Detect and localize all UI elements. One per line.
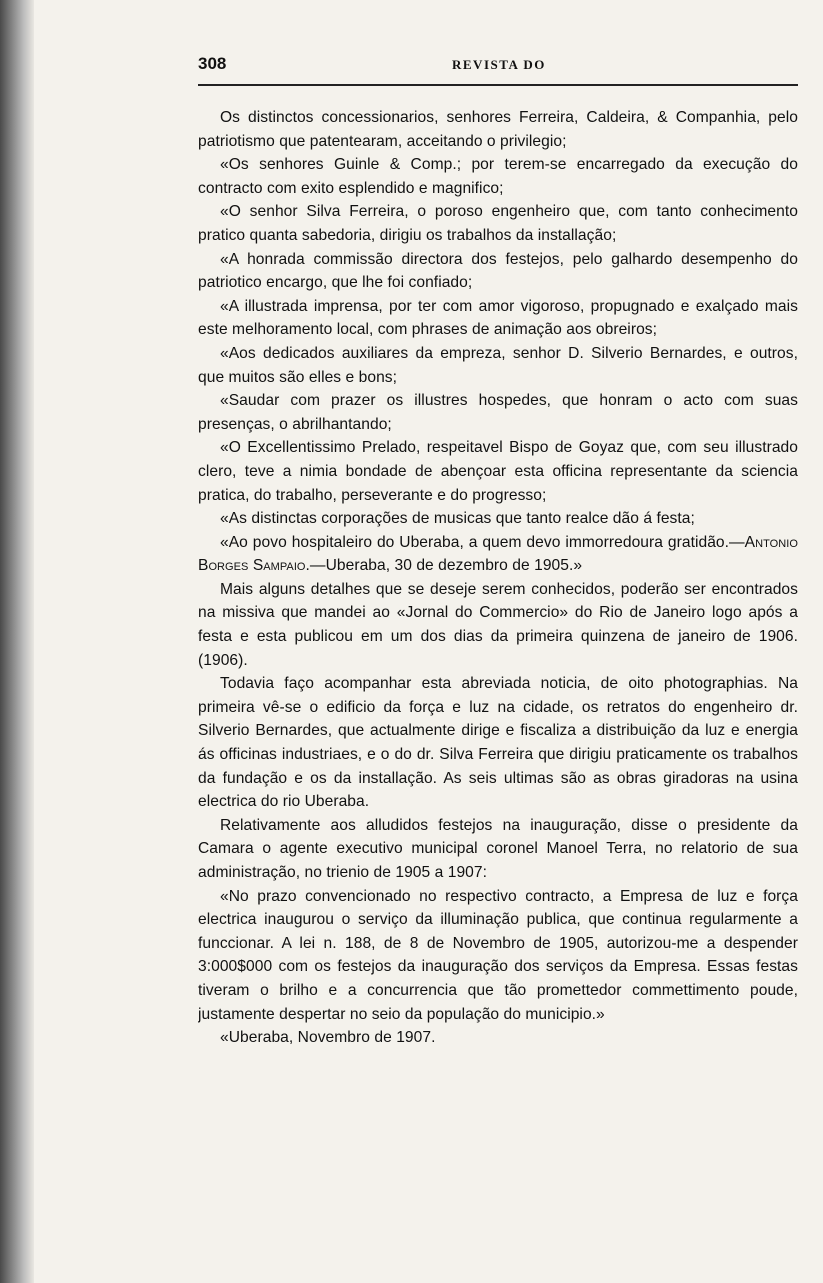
book-page (198, 54, 798, 1283)
paragraph: Todavia faço acompanhar esta abreviada noticia, de oito photographias. Na primeira vê-se o edificio da força e luz na cidade, os retratos do engenheiro dr. Silverio Bernardes, que actualmente dirige e fiscaliza a distribuição da luz e energia ás officinas industriaes, e o do dr. Silva Ferreira que dirigiu praticamente os trabalhos da fundação e os da installação. As seis ultimas são as obras giradoras na usina electrica do rio Uberaba. (198, 675, 798, 811)
page-body (198, 106, 798, 1050)
paragraph: Os distinctos concessionarios, senhores Ferreira, Caldeira, & Companhia, pelo patriotismo que patentearam, acceitando o privilegio; (198, 109, 798, 150)
paragraph: «A illustrada imprensa, por ter com amor vigoroso, propugnado e exalçado mais este melhoramento local, com phrases de animação aos obreiros; (198, 297, 798, 339)
signature-paragraph (198, 531, 798, 578)
running-head: REVISTA DO (452, 57, 546, 72)
book-binding-shadow (0, 0, 34, 1283)
paragraph: «Os senhores Guinle & Comp.; por terem-se encarregado da execução do contracto com exito esplendido e magnifico; (198, 156, 798, 197)
signature-place-date: .—Uberaba, 30 de dezembro de 1905.» (305, 557, 583, 575)
paragraph: «No prazo convencionado no respectivo contracto, a Empresa de luz e força electrica inaugurou o serviço da illuminação publica, que continua regularmente a funccionar. A lei n. 188, de 8 de Novembro de 1905, autorizou-me a despender 3:000$000 com os festejos da inauguração dos serviços da Empresa. Essas festas tiveram o brilho e a concurrencia que tão promettedor commettimento poude, justamente despertar no seio da população do municipio.» (198, 887, 798, 1023)
paragraph: «A honrada commissão directora dos festejos, pelo galhardo desempenho do patriotico encargo, que lhe foi confiado; (198, 250, 798, 292)
signature-name: Antonio Borges Sampaio (198, 533, 798, 575)
paragraph: «Uberaba, Novembro de 1907. (220, 1029, 436, 1047)
paragraph: «Aos dedicados auxiliares da empreza, senhor D. Silverio Bernardes, e outros, que muitos são elles e bons; (198, 344, 798, 386)
paragraph: «O Excellentissimo Prelado, respeitavel Bispo de Goyaz que, com seu illustrado clero, teve a nimia bondade de abençoar esta officina representante da sciencia pratica, do trabalho, perseverante e do progresso; (198, 439, 798, 504)
page-number: 308 (198, 54, 227, 73)
paragraph: «As distinctas corporações de musicas que tanto realce dão á festa; (220, 510, 695, 528)
paragraph-text: «Ao povo hospitaleiro do Uberaba, a quem devo immorredoura gratidão.— (220, 533, 745, 551)
paragraph: «O senhor Silva Ferreira, o poroso engenheiro que, com tanto conhecimento pratico quanta sabedoria, dirigiu os trabalhos da installação; (198, 203, 798, 244)
paragraph: Relativamente aos alludidos festejos na inauguração, disse o presidente da Camara o agente executivo municipal coronel Manoel Terra, no relatorio de sua administração, no trienio de 1905 a 1907: (198, 816, 798, 881)
page-header (198, 54, 798, 86)
paragraph: «Saudar com prazer os illustres hospedes, que honram o acto com suas presenças, o abrilhantando; (198, 392, 798, 433)
paragraph: Mais alguns detalhes que se deseje serem conhecidos, poderão ser encontrados na missiva que mandei ao «Jornal do Commercio» do Rio de Janeiro logo após a festa e esta publicou em um dos dias da primeira quinzena de janeiro de 1906. (1906). (198, 580, 798, 669)
